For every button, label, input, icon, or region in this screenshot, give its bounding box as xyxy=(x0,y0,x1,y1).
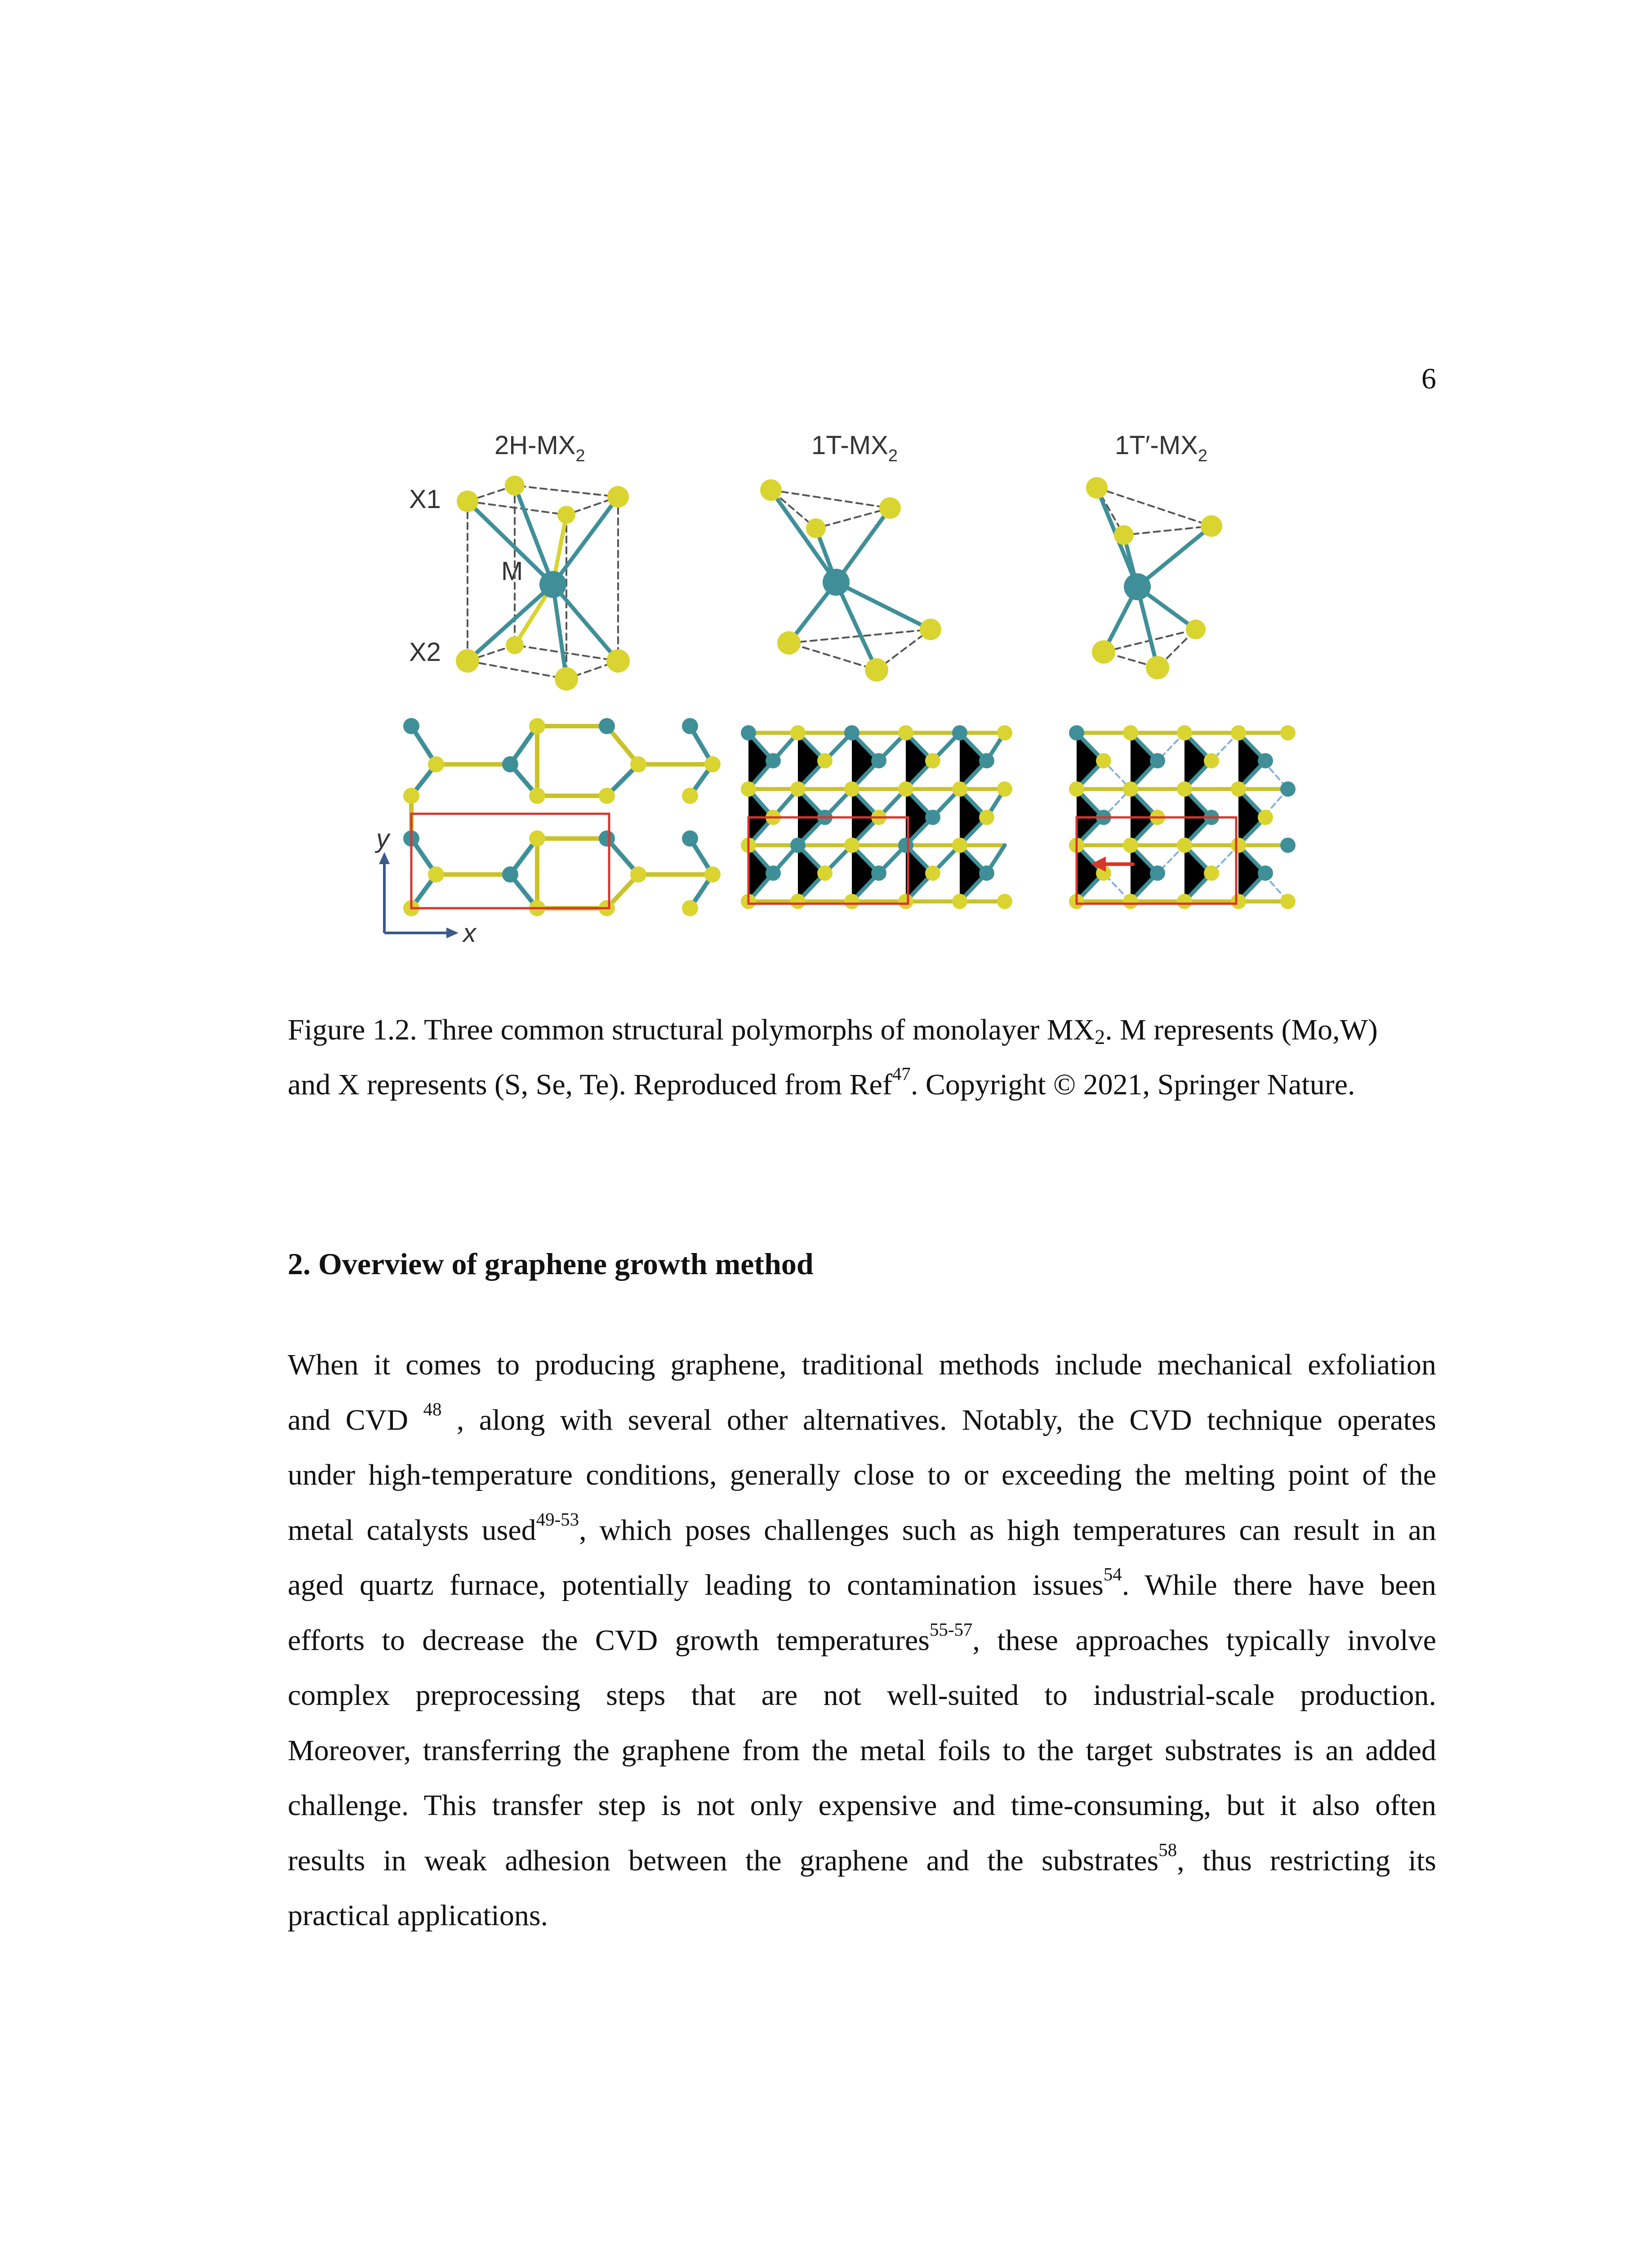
panel-title-1t: $1T-MX_2$ xyxy=(811,431,898,465)
caption-line-2: and X represents (S, Se, Te). Reproduced from Ref$^{47}$. Copyright © 2021, Springer Nature. xyxy=(288,1064,1355,1101)
section-heading: 2. Overview of graphene growth method xyxy=(288,1247,814,1281)
structure-1t-prime-unit xyxy=(1086,477,1222,679)
body-line: and CVD $^{48}$ , along with several other alternatives. Notably, the CVD technique operates xyxy=(288,1399,1436,1436)
body-line: aged quartz furnace, potentially leading to contamination issues$^{54}$. While there have been xyxy=(288,1564,1436,1601)
page-number: 6 xyxy=(1421,362,1436,395)
axis-label-y: y xyxy=(376,824,389,853)
body-paragraph xyxy=(288,1338,1436,1944)
body-line: complex preprocessing steps that are not well-suited to industrial-scale production. xyxy=(288,1679,1436,1712)
figure-caption xyxy=(288,1003,1436,1112)
lattice-2h-top-view xyxy=(403,718,721,916)
structure-1t-unit xyxy=(760,479,941,682)
figure-mx2-polymorphs xyxy=(366,418,1306,949)
body-line: challenge. This transfer step is not only expensive and time-consuming, but it also often xyxy=(288,1789,1436,1822)
atom-label-m: M xyxy=(501,557,523,586)
unit-cell-2h xyxy=(411,814,609,908)
body-line: results in weak adhesion between the graphene and the substrates$^{58}$, thus restricting its xyxy=(288,1839,1436,1877)
axis-label-x: x xyxy=(463,919,476,948)
structure-2h-unit xyxy=(456,476,630,691)
panel-title-2h: $2H-MX_2$ xyxy=(494,431,585,465)
body-line: efforts to decrease the CVD growth temperatures$^{55-57}$, these approaches typically involve xyxy=(288,1619,1436,1657)
body-line: Moreover, transferring the graphene from the metal foils to the target substrates is an added xyxy=(288,1734,1436,1767)
unit-cell-1t xyxy=(748,817,908,904)
caption-line-1: Figure 1.2. Three common structural polymorphs of monolayer $MX_2$. M represents (Mo,W) xyxy=(288,1013,1378,1049)
lattice-1t-top-view xyxy=(741,725,1012,909)
atom-label-x2: X2 xyxy=(409,638,441,667)
body-line: metal catalysts used$^{49-53}$, which poses challenges such as high temperatures can result in an xyxy=(288,1509,1436,1547)
body-line: practical applications. xyxy=(288,1899,548,1932)
figure-svg xyxy=(366,418,1306,949)
lattice-1t-prime-top-view xyxy=(1069,725,1296,909)
panel-title-1t-prime: $1T'-MX_2$ xyxy=(1115,431,1208,465)
atom-label-x1: X1 xyxy=(409,485,441,514)
body-line: under high-temperature conditions, generally close to or exceeding the melting point of the xyxy=(288,1459,1436,1491)
body-line: When it comes to producing graphene, traditional methods include mechanical exfoliation xyxy=(288,1348,1436,1381)
